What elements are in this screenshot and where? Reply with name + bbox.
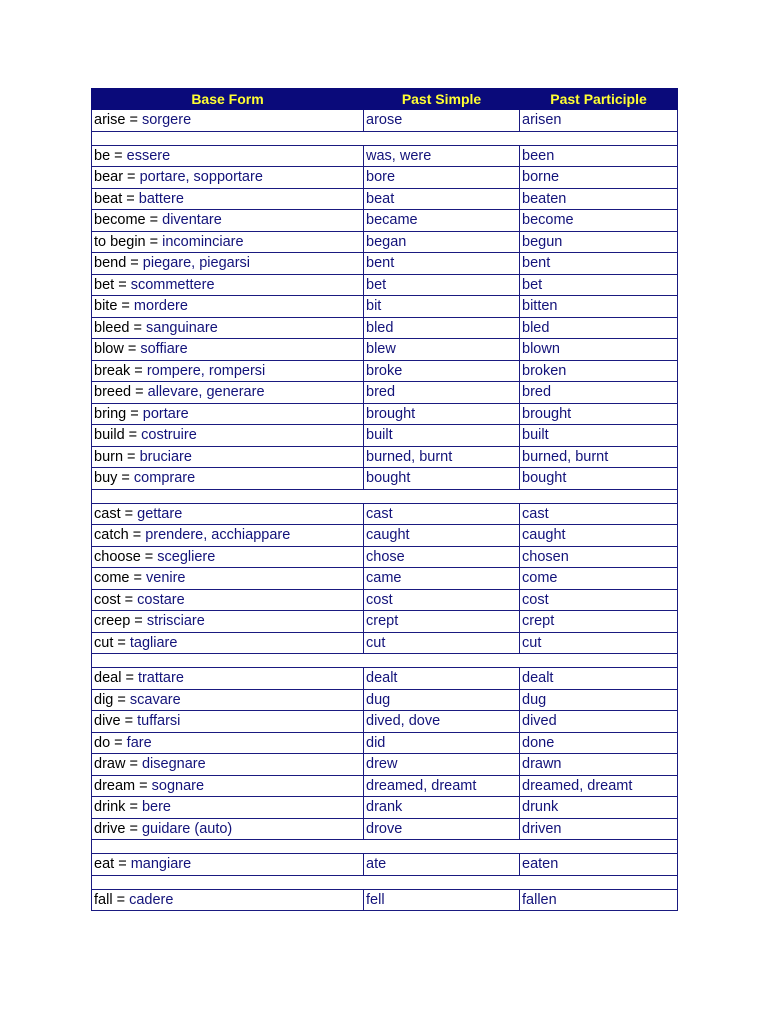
base-form-cell	[92, 546, 364, 568]
italian-translation: scavare	[129, 691, 181, 708]
italian-translation: gettare	[137, 505, 183, 522]
english-verb: beat	[94, 190, 123, 207]
spacer-cell	[92, 489, 678, 503]
base-form-cell	[92, 425, 364, 447]
past-participle-cell: caught	[520, 525, 678, 547]
past-simple-cell: cast	[364, 503, 520, 525]
table-row	[92, 425, 678, 447]
base-form-cell	[92, 589, 364, 611]
italian-translation: strisciare	[146, 613, 205, 630]
table-row	[92, 188, 678, 210]
past-simple-cell: bought	[364, 468, 520, 490]
spacer-cell	[92, 654, 678, 668]
english-verb: be	[94, 147, 111, 164]
base-form-cell	[92, 775, 364, 797]
base-form-cell	[92, 611, 364, 633]
base-form-cell	[92, 210, 364, 232]
italian-translation: tagliare	[129, 634, 178, 651]
base-form-cell	[92, 797, 364, 819]
base-form-cell	[92, 360, 364, 382]
table-row	[92, 446, 678, 468]
table-row	[92, 711, 678, 733]
equals-sign: =	[125, 820, 142, 837]
equals-sign: =	[123, 169, 140, 186]
italian-translation: portare, sopportare	[139, 169, 263, 186]
table-row	[92, 818, 678, 840]
english-verb: become	[94, 212, 146, 229]
italian-translation: trattare	[137, 670, 184, 687]
english-verb: creep	[94, 613, 131, 630]
table-header-row	[92, 89, 678, 110]
table-row	[92, 611, 678, 633]
past-simple-cell: built	[364, 425, 520, 447]
base-form-cell	[92, 689, 364, 711]
english-verb: cost	[94, 591, 121, 608]
base-form-cell	[92, 274, 364, 296]
table-row	[92, 775, 678, 797]
spacer-row	[92, 840, 678, 854]
italian-translation: sanguinare	[146, 319, 218, 336]
equals-sign: =	[126, 405, 143, 422]
italian-translation: incominciare	[162, 233, 244, 250]
equals-sign: =	[140, 548, 158, 565]
base-form-cell	[92, 754, 364, 776]
past-simple-cell: bore	[364, 167, 520, 189]
italian-translation: mordere	[133, 298, 188, 315]
table-row	[92, 403, 678, 425]
equals-sign: =	[113, 691, 130, 708]
base-form-cell	[92, 818, 364, 840]
equals-sign: =	[117, 298, 134, 315]
english-verb: dream	[94, 777, 136, 794]
table-row	[92, 210, 678, 232]
italian-translation: disegnare	[141, 756, 206, 773]
table-row	[92, 468, 678, 490]
past-simple-cell: fell	[364, 889, 520, 911]
past-simple-cell: bled	[364, 317, 520, 339]
past-simple-cell: bent	[364, 253, 520, 275]
english-verb: to begin	[94, 233, 146, 250]
base-form-cell	[92, 468, 364, 490]
past-participle-cell: bitten	[520, 296, 678, 318]
equals-sign: =	[120, 591, 138, 608]
base-form-cell	[92, 167, 364, 189]
past-simple-cell: began	[364, 231, 520, 253]
base-form-cell	[92, 525, 364, 547]
equals-sign: =	[125, 112, 142, 129]
past-participle-cell: become	[520, 210, 678, 232]
italian-translation: prendere, acchiappare	[145, 527, 291, 544]
past-participle-cell: driven	[520, 818, 678, 840]
equals-sign: =	[110, 734, 127, 751]
equals-sign: =	[122, 190, 139, 207]
past-participle-cell: bet	[520, 274, 678, 296]
italian-translation: scegliere	[157, 548, 216, 565]
equals-sign: =	[145, 233, 163, 250]
header-past-participle: Past Participle	[520, 89, 678, 110]
italian-translation: fare	[126, 734, 152, 751]
table-row	[92, 382, 678, 404]
past-participle-cell: bought	[520, 468, 678, 490]
italian-translation: piegare, piegarsi	[142, 255, 251, 272]
spacer-row	[92, 489, 678, 503]
past-simple-cell: burned, burnt	[364, 446, 520, 468]
equals-sign: =	[129, 570, 146, 587]
equals-sign: =	[110, 147, 127, 164]
past-participle-cell: drunk	[520, 797, 678, 819]
past-simple-cell: became	[364, 210, 520, 232]
italian-translation: tuffarsi	[137, 713, 181, 730]
base-form-cell	[92, 568, 364, 590]
equals-sign: =	[145, 212, 163, 229]
italian-translation: soffiare	[140, 341, 188, 358]
italian-translation: sognare	[151, 777, 205, 794]
table-row	[92, 339, 678, 361]
past-simple-cell: drew	[364, 754, 520, 776]
english-verb: fall	[94, 891, 113, 908]
italian-translation: allevare, generare	[147, 384, 265, 401]
english-verb: build	[94, 427, 125, 444]
base-form-cell	[92, 503, 364, 525]
equals-sign: =	[113, 634, 130, 651]
past-participle-cell: been	[520, 145, 678, 167]
table-row	[92, 889, 678, 911]
table-row	[92, 754, 678, 776]
table-row	[92, 145, 678, 167]
italian-translation: cadere	[129, 891, 174, 908]
verb-table-sheet	[91, 88, 677, 911]
table-row	[92, 317, 678, 339]
base-form-cell	[92, 253, 364, 275]
equals-sign: =	[120, 505, 138, 522]
equals-sign: =	[123, 448, 140, 465]
italian-translation: mangiare	[130, 856, 192, 873]
english-verb: bear	[94, 169, 124, 186]
table-row	[92, 632, 678, 654]
past-simple-cell: drove	[364, 818, 520, 840]
table-row	[92, 854, 678, 876]
english-verb: drive	[94, 820, 126, 837]
english-verb: draw	[94, 756, 126, 773]
spacer-cell	[92, 840, 678, 854]
past-simple-cell: broke	[364, 360, 520, 382]
italian-translation: comprare	[133, 470, 196, 487]
table-row	[92, 110, 678, 132]
english-verb: dig	[94, 691, 114, 708]
italian-translation: costruire	[141, 427, 197, 444]
past-simple-cell: dived, dove	[364, 711, 520, 733]
past-participle-cell: blown	[520, 339, 678, 361]
past-simple-cell: cut	[364, 632, 520, 654]
past-simple-cell: dug	[364, 689, 520, 711]
table-row	[92, 503, 678, 525]
italian-translation: battere	[138, 190, 184, 207]
table-row	[92, 167, 678, 189]
past-participle-cell: burned, burnt	[520, 446, 678, 468]
english-verb: bend	[94, 255, 127, 272]
past-simple-cell: came	[364, 568, 520, 590]
english-verb: bite	[94, 298, 118, 315]
past-participle-cell: cut	[520, 632, 678, 654]
base-form-cell	[92, 296, 364, 318]
italian-translation: costare	[137, 591, 185, 608]
table-row	[92, 274, 678, 296]
past-participle-cell: eaten	[520, 854, 678, 876]
italian-translation: scommettere	[130, 276, 215, 293]
past-participle-cell: cost	[520, 589, 678, 611]
table-row	[92, 360, 678, 382]
english-verb: dive	[94, 713, 121, 730]
english-verb: break	[94, 362, 131, 379]
past-participle-cell: dealt	[520, 668, 678, 690]
italian-translation: guidare (auto)	[141, 820, 233, 837]
english-verb: eat	[94, 856, 115, 873]
past-participle-cell: chosen	[520, 546, 678, 568]
table-row	[92, 296, 678, 318]
english-verb: drink	[94, 799, 126, 816]
italian-translation: bere	[141, 799, 171, 816]
english-verb: catch	[94, 527, 129, 544]
table-row	[92, 525, 678, 547]
english-verb: buy	[94, 470, 118, 487]
spacer-cell	[92, 875, 678, 889]
base-form-cell	[92, 446, 364, 468]
past-participle-cell: bent	[520, 253, 678, 275]
past-simple-cell: chose	[364, 546, 520, 568]
equals-sign: =	[112, 891, 130, 908]
past-simple-cell: arose	[364, 110, 520, 132]
past-participle-cell: dreamed, dreamt	[520, 775, 678, 797]
english-verb: bring	[94, 405, 127, 422]
past-simple-cell: caught	[364, 525, 520, 547]
base-form-cell	[92, 145, 364, 167]
equals-sign: =	[125, 799, 142, 816]
past-participle-cell: arisen	[520, 110, 678, 132]
past-participle-cell: cast	[520, 503, 678, 525]
past-simple-cell: was, were	[364, 145, 520, 167]
base-form-cell	[92, 339, 364, 361]
base-form-cell	[92, 188, 364, 210]
english-verb: bet	[94, 276, 115, 293]
spacer-row	[92, 131, 678, 145]
base-form-cell	[92, 382, 364, 404]
past-simple-cell: dreamed, dreamt	[364, 775, 520, 797]
base-form-cell	[92, 854, 364, 876]
table-row	[92, 231, 678, 253]
past-participle-cell: drawn	[520, 754, 678, 776]
past-simple-cell: did	[364, 732, 520, 754]
past-participle-cell: dived	[520, 711, 678, 733]
base-form-cell	[92, 317, 364, 339]
table-row	[92, 689, 678, 711]
table-row	[92, 589, 678, 611]
irregular-verbs-table	[91, 88, 678, 911]
italian-translation: essere	[126, 147, 171, 164]
past-participle-cell: come	[520, 568, 678, 590]
equals-sign: =	[114, 856, 131, 873]
past-participle-cell: brought	[520, 403, 678, 425]
past-participle-cell: begun	[520, 231, 678, 253]
equals-sign: =	[114, 276, 131, 293]
base-form-cell	[92, 403, 364, 425]
past-simple-cell: crept	[364, 611, 520, 633]
base-form-cell	[92, 889, 364, 911]
past-participle-cell: fallen	[520, 889, 678, 911]
spacer-cell	[92, 131, 678, 145]
past-simple-cell: ate	[364, 854, 520, 876]
table-row	[92, 253, 678, 275]
english-verb: breed	[94, 384, 132, 401]
past-participle-cell: dug	[520, 689, 678, 711]
english-verb: arise	[94, 112, 126, 129]
table-row	[92, 732, 678, 754]
english-verb: cut	[94, 634, 114, 651]
equals-sign: =	[135, 777, 152, 794]
past-simple-cell: beat	[364, 188, 520, 210]
base-form-cell	[92, 632, 364, 654]
past-participle-cell: beaten	[520, 188, 678, 210]
italian-translation: venire	[146, 570, 186, 587]
past-participle-cell: done	[520, 732, 678, 754]
english-verb: cast	[94, 505, 121, 522]
past-simple-cell: cost	[364, 589, 520, 611]
past-participle-cell: borne	[520, 167, 678, 189]
italian-translation: portare	[142, 405, 189, 422]
equals-sign: =	[125, 756, 142, 773]
base-form-cell	[92, 231, 364, 253]
spacer-row	[92, 875, 678, 889]
equals-sign: =	[130, 362, 147, 379]
base-form-cell	[92, 110, 364, 132]
base-form-cell	[92, 732, 364, 754]
table-row	[92, 668, 678, 690]
past-simple-cell: bet	[364, 274, 520, 296]
past-simple-cell: brought	[364, 403, 520, 425]
english-verb: come	[94, 570, 130, 587]
equals-sign: =	[121, 670, 138, 687]
italian-translation: bruciare	[139, 448, 192, 465]
equals-sign: =	[128, 527, 146, 544]
italian-translation: rompere, rompersi	[146, 362, 266, 379]
spacer-row	[92, 654, 678, 668]
english-verb: choose	[94, 548, 141, 565]
base-form-cell	[92, 711, 364, 733]
table-row	[92, 797, 678, 819]
italian-translation: sorgere	[141, 112, 192, 129]
past-participle-cell: bled	[520, 317, 678, 339]
equals-sign: =	[124, 427, 142, 444]
table-row	[92, 568, 678, 590]
header-base-form: Base Form	[92, 89, 364, 110]
table-row	[92, 546, 678, 568]
past-simple-cell: dealt	[364, 668, 520, 690]
english-verb: do	[94, 734, 111, 751]
past-simple-cell: blew	[364, 339, 520, 361]
past-participle-cell: built	[520, 425, 678, 447]
english-verb: blow	[94, 341, 124, 358]
header-past-simple: Past Simple	[364, 89, 520, 110]
past-simple-cell: bred	[364, 382, 520, 404]
past-participle-cell: broken	[520, 360, 678, 382]
english-verb: burn	[94, 448, 124, 465]
english-verb: bleed	[94, 319, 130, 336]
past-participle-cell: bred	[520, 382, 678, 404]
base-form-cell	[92, 668, 364, 690]
equals-sign: =	[130, 613, 147, 630]
english-verb: deal	[94, 670, 122, 687]
past-simple-cell: drank	[364, 797, 520, 819]
table-body	[92, 110, 678, 911]
equals-sign: =	[117, 470, 134, 487]
equals-sign: =	[120, 713, 138, 730]
equals-sign: =	[126, 255, 143, 272]
past-participle-cell: crept	[520, 611, 678, 633]
equals-sign: =	[131, 384, 148, 401]
equals-sign: =	[129, 319, 147, 336]
past-simple-cell: bit	[364, 296, 520, 318]
italian-translation: diventare	[162, 212, 222, 229]
equals-sign: =	[123, 341, 141, 358]
